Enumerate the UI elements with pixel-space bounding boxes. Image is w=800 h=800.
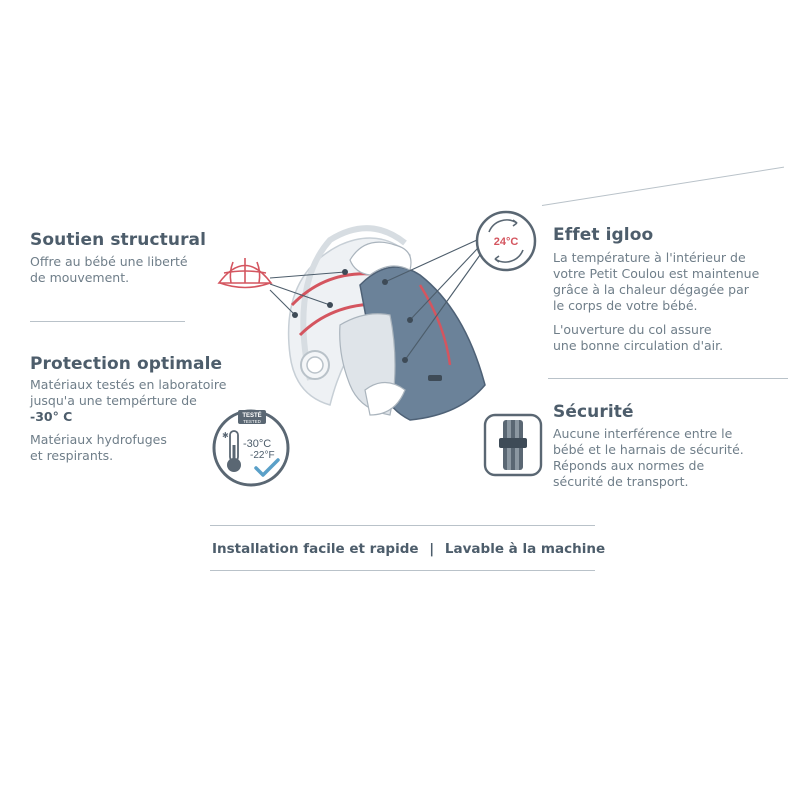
igloo-line-4: le corps de votre bébé. — [553, 298, 698, 313]
igloo-temp-label: 24°C — [493, 236, 519, 248]
igloo-line-3: grâce à la chaleur dégagée par — [553, 282, 749, 297]
securite-line-3: Réponds aux normes de — [553, 458, 705, 473]
soutien-line-1: Offre au bébé une liberté — [30, 254, 188, 269]
soutien-line-2: de mouvement. — [30, 270, 130, 285]
securite-line-2: bébé et le harnais de sécurité. — [553, 442, 744, 457]
igloo-line-1: La température à l'intérieur de — [553, 250, 746, 265]
soutien-title: Soutien structural — [30, 230, 207, 250]
svg-text:✱: ✱ — [222, 431, 229, 440]
protection-line-3: -30° C — [30, 409, 73, 424]
protection-line-1: Matériaux testés en laboratoire — [30, 377, 227, 392]
protection-line-2: jusqu'a une tempérture de — [30, 393, 197, 408]
protection-line-5: et respirants. — [30, 448, 114, 463]
footer-separator: | — [429, 541, 435, 557]
protection-line-4: Matériaux hydrofuges — [30, 432, 167, 447]
tested-label: TESTED — [243, 419, 261, 424]
footer-item-install: Installation facile et rapide — [212, 541, 419, 557]
igloo-title: Effet igloo — [553, 225, 654, 245]
igloo-line-2: votre Petit Coulou est maintenue — [553, 266, 760, 281]
igloo-line-5: L'ouverture du col assure — [553, 322, 712, 337]
securite-title: Sécurité — [553, 402, 634, 422]
footer-top-rule — [210, 525, 595, 526]
footer-bottom-rule — [210, 570, 595, 571]
footer-item-washable: Lavable à la machine — [444, 541, 606, 557]
securite-line-1: Aucune interférence entre le — [553, 426, 733, 441]
celsius-label: -30°C — [243, 438, 272, 450]
igloo-line-6: une bonne circulation d'air. — [553, 338, 724, 353]
protection-title: Protection optimale — [30, 354, 223, 374]
footer-features — [212, 541, 605, 557]
securite-line-4: sécurité de transport. — [553, 474, 689, 489]
teste-label: TESTÉ — [242, 413, 262, 419]
fahrenheit-label: -22°F — [250, 450, 275, 461]
